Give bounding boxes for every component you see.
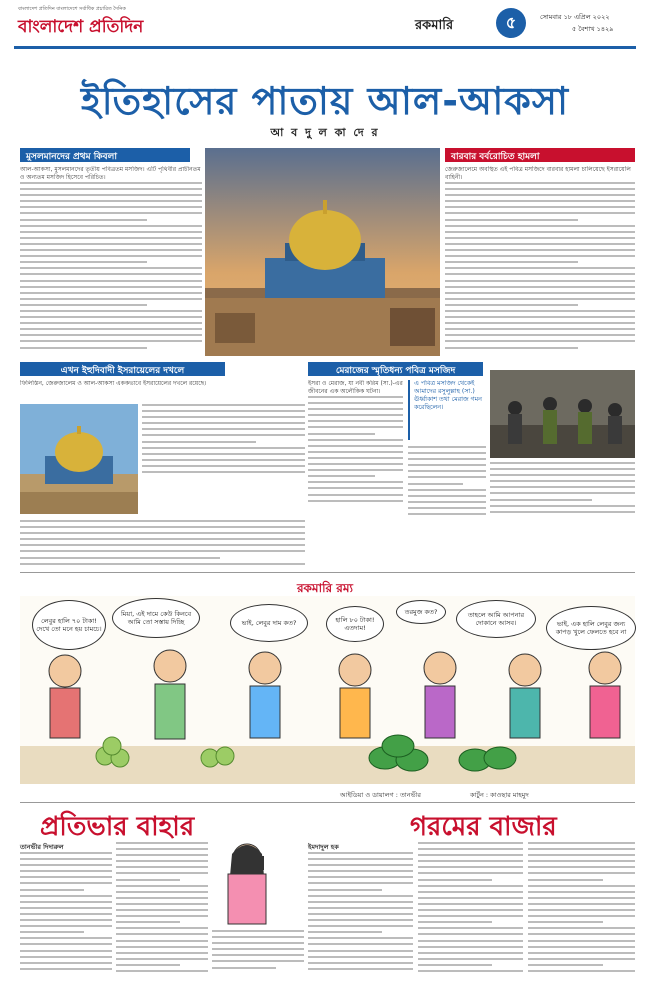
text-line [308, 858, 413, 860]
text-line [445, 304, 578, 306]
text-line [20, 852, 112, 854]
text-line [308, 494, 403, 496]
article-author-summer-market: ইমদাদুল হক [308, 843, 339, 851]
text-line [418, 958, 523, 960]
text-line [20, 280, 202, 282]
text-line [20, 225, 202, 227]
text-line [528, 933, 635, 935]
text-line [308, 937, 413, 939]
text-line [212, 942, 304, 944]
text-line [308, 481, 403, 483]
text-line [445, 340, 635, 342]
text-line [418, 872, 523, 874]
text-line [308, 925, 413, 927]
text-line [445, 310, 635, 312]
text-line [408, 507, 486, 509]
text-line [20, 347, 147, 349]
text-line [116, 970, 208, 972]
text-line [528, 879, 603, 881]
article-lead-repeated-attacks: জেরুজালেমে অবস্থিত এই পবিত্র মসজিদে বারবার হামলা চালিয়েছে ইসরায়েলি বাহিনী। [445, 166, 631, 181]
cartoon-credit-art: কার্টুন : কাওছার মাহমুদ [470, 791, 529, 799]
text-line [308, 852, 413, 854]
article-lead-first-qibla: আল-আকসা, মুসলমানদের তৃতীয় পবিত্রতম মসজিদ। এটি পৃথিবীর প্রাচীনতম ও অন্যতম মসজিদ হিসেবে পরিচিত। [20, 166, 201, 181]
text-line [20, 206, 202, 208]
text-line [20, 520, 305, 522]
text-line [20, 943, 112, 945]
text-lines [116, 842, 208, 972]
text-line [445, 280, 635, 282]
text-line [445, 200, 635, 202]
masthead [0, 0, 650, 66]
article-text-beside-photo [142, 404, 305, 484]
article-text-miraj [308, 380, 403, 520]
article-text-miraj-right [408, 446, 486, 524]
speech-bubble-2: মিয়া, এই দামে কেউ কিনবে আমি তো সস্তায় দিচ্ছি [112, 598, 200, 638]
text-line [528, 897, 635, 899]
section-title-israeli-occupation: এখন ইহুদিবাদী ইসরায়েলের দখলে [20, 362, 225, 376]
text-line [528, 866, 635, 868]
pull-quote [408, 380, 486, 440]
text-line [445, 243, 635, 245]
text-line [308, 439, 403, 441]
text-line [445, 206, 635, 208]
text-line [408, 489, 486, 491]
text-line [20, 864, 112, 866]
cartoon-credit-idea: আইডিয়া ও ডায়ালগ : তানভীর [340, 791, 421, 799]
text-line [445, 237, 635, 239]
text-line [418, 879, 492, 881]
feature-headline[interactable]: ইতিহাসের পাতায় আল-আকসা [80, 79, 570, 123]
text-line [308, 500, 403, 502]
article-text-first-qibla [20, 166, 202, 352]
text-line [418, 964, 492, 966]
text-line [212, 948, 304, 950]
text-line [408, 513, 486, 515]
text-line [445, 188, 635, 190]
text-line [116, 903, 208, 905]
text-lines [212, 930, 304, 969]
article-lead-israeli-occupation: ফিলিস্তিন, জেরুজালেম ও আল-আকসা এককভাবে ইসরায়েলের দখলে রয়েছে। [20, 380, 207, 387]
text-line [308, 414, 403, 416]
text-line [116, 927, 208, 929]
divider [20, 572, 635, 573]
text-line [445, 273, 635, 275]
text-line [20, 286, 202, 288]
text-line [528, 927, 635, 929]
text-line [20, 895, 112, 897]
text-line [490, 480, 635, 482]
text-line [308, 402, 403, 404]
section-title-repeated-attacks: বারবার বর্বরোচিত হামলা [445, 148, 635, 162]
text-line [116, 940, 208, 942]
text-line [20, 950, 112, 952]
text-line [418, 909, 523, 911]
text-line [528, 842, 635, 844]
article-lead-miraj: ইসরা ও মেরাজ, যা নবী করিম (সা.)-এর জীবনের এক অলৌকিক ঘটনা। [308, 380, 403, 395]
text-line [116, 915, 208, 917]
date-line-2: ৫ বৈশাখ ১৪২৯ [572, 25, 614, 33]
text-line [418, 921, 492, 923]
text-line [308, 469, 403, 471]
text-lines [142, 404, 305, 473]
text-line [20, 538, 305, 540]
text-line [418, 891, 523, 893]
text-line [116, 891, 208, 893]
text-line [20, 249, 202, 251]
text-line [308, 426, 403, 428]
text-line [418, 854, 523, 856]
date-line-1: সোমবার ১৮ এপ্রিল ২০২২ [540, 13, 610, 21]
text-line [418, 897, 523, 899]
text-line [308, 420, 403, 422]
text-line [116, 848, 208, 850]
text-line [528, 921, 603, 923]
text-line [20, 304, 147, 306]
text-line [20, 919, 112, 921]
text-line [212, 960, 304, 962]
text-line [528, 915, 635, 917]
masthead-tagline: বাংলাদেশ প্রতিদিন বাংলাদেশে সর্বাধিক প্রচারিত দৈনিক [18, 6, 126, 12]
text-line [418, 933, 523, 935]
text-line [116, 854, 208, 856]
text-line [408, 476, 486, 478]
article-text-miraj-far-right [490, 462, 635, 522]
text-line [20, 316, 202, 318]
text-line [20, 322, 202, 324]
text-line [418, 903, 523, 905]
text-line [308, 876, 413, 878]
text-line [408, 452, 486, 454]
text-line [116, 958, 208, 960]
text-line [20, 231, 202, 233]
text-line [20, 340, 202, 342]
text-line [308, 457, 403, 459]
speech-bubble-1: লেবুর হালি ৭০ টাকা! দেখে তো মনে হয় চামচে। [32, 600, 106, 650]
cartoon-title: রকমারি রম্য [296, 581, 354, 595]
text-line [528, 854, 635, 856]
text-line [20, 219, 147, 221]
text-line [308, 475, 375, 477]
text-line [490, 511, 635, 513]
text-line [142, 404, 305, 406]
text-line [116, 946, 208, 948]
text-line [445, 219, 578, 221]
text-line [142, 416, 305, 418]
text-line [308, 950, 413, 952]
newspaper-logo[interactable]: বাংলাদেশ প্রতিদিন [18, 17, 144, 37]
text-line [308, 901, 413, 903]
text-line [20, 273, 202, 275]
text-line [20, 292, 202, 294]
text-line [142, 441, 256, 443]
page-number: ৫ [496, 8, 526, 38]
text-line [445, 212, 635, 214]
text-line [445, 334, 635, 336]
section-name: রকমারি [415, 18, 454, 33]
text-line [20, 925, 112, 927]
text-line [116, 933, 208, 935]
text-line [308, 445, 403, 447]
speech-bubble-5: তরমুজ কত? [396, 600, 446, 624]
text-lines [490, 462, 635, 513]
text-line [142, 453, 305, 455]
text-line [20, 310, 202, 312]
text-line [142, 422, 305, 424]
text-line [20, 526, 305, 528]
text-line [408, 464, 486, 466]
text-line [418, 866, 523, 868]
text-line [528, 872, 635, 874]
text-line [490, 462, 635, 464]
section-title-first-qibla: মুসলমানদের প্রথম কিবলা [20, 148, 190, 162]
text-lines [20, 520, 305, 565]
text-line [528, 909, 635, 911]
text-line [20, 956, 112, 958]
text-line [20, 182, 202, 184]
text-line [142, 410, 305, 412]
article-text-talent-1 [20, 852, 112, 977]
text-line [20, 544, 305, 546]
text-line [418, 946, 523, 948]
text-line [116, 964, 180, 966]
text-line [308, 396, 403, 398]
text-line [20, 870, 112, 872]
text-line [212, 967, 276, 969]
text-line [418, 940, 523, 942]
text-line [445, 286, 635, 288]
al-aqsa-dome-photo [205, 148, 440, 356]
article-text-repeated-attacks [445, 166, 635, 366]
text-line [418, 927, 523, 929]
clash-photo [490, 370, 635, 458]
text-lines [20, 852, 112, 970]
text-line [142, 459, 305, 461]
text-line [308, 943, 413, 945]
text-line [445, 328, 635, 330]
text-line [490, 499, 592, 501]
feature-byline: আ ব দু ল কা দে র [270, 126, 380, 139]
text-line [20, 550, 305, 552]
text-line [308, 919, 413, 921]
text-line [528, 891, 635, 893]
text-line [20, 931, 84, 933]
text-line [445, 249, 635, 251]
article-title-talent[interactable]: প্রতিভার বাহার [40, 812, 195, 842]
text-line [445, 298, 635, 300]
text-line [528, 860, 635, 862]
text-line [490, 492, 635, 494]
text-line [116, 921, 180, 923]
text-line [20, 901, 112, 903]
text-line [20, 188, 202, 190]
article-text-israeli-occupation-top [20, 380, 305, 400]
text-line [20, 532, 305, 534]
article-text-market-3 [528, 842, 635, 977]
speech-bubble-3: ভাই, লেবুর দাম কত? [230, 604, 308, 642]
text-line [408, 501, 486, 503]
text-line [20, 298, 202, 300]
text-line [142, 471, 305, 473]
text-line [20, 243, 202, 245]
text-line [20, 889, 84, 891]
text-line [20, 328, 202, 330]
text-lines [528, 842, 635, 972]
text-line [308, 907, 413, 909]
text-line [528, 952, 635, 954]
text-line [20, 334, 202, 336]
text-line [490, 486, 635, 488]
text-line [212, 954, 304, 956]
text-line [528, 940, 635, 942]
speech-bubble-6: তাহলে আমি আপনার দোকানে আসব। [456, 600, 536, 638]
dome-of-rock-photo [20, 404, 138, 514]
text-line [20, 267, 202, 269]
text-lines [418, 842, 523, 972]
text-line [408, 495, 486, 497]
article-text-market-1 [308, 852, 413, 977]
illustration-woman-phone [212, 836, 282, 926]
text-line [116, 872, 208, 874]
article-text-market-2 [418, 842, 523, 977]
text-line [528, 848, 635, 850]
text-line [20, 962, 112, 964]
text-line [490, 505, 635, 507]
text-line [20, 194, 202, 196]
text-lines [445, 182, 635, 349]
text-line [116, 952, 208, 954]
text-line [528, 964, 603, 966]
speech-bubble-4: হালি ৮০ টাকা! এতদাম! [326, 606, 384, 642]
text-line [116, 909, 208, 911]
text-line [20, 255, 202, 257]
text-line [445, 225, 635, 227]
text-line [528, 958, 635, 960]
text-line [408, 446, 486, 448]
text-line [20, 261, 147, 263]
section-title-miraj-mosque: মেরাজের স্মৃতিধন্য পবিত্র মসজিদ [308, 362, 483, 376]
article-title-summer-market[interactable]: গরমের বাজার [410, 812, 557, 842]
speech-bubble-7: ভাই, এক হালি লেবুর জন্য কাপড় খুলে ফেলতে হবে না [546, 606, 636, 650]
text-line [116, 879, 180, 881]
text-line [418, 848, 523, 850]
text-line [20, 937, 112, 939]
article-text-israeli-occupation-bottom [20, 520, 305, 570]
article-text-talent-3 [212, 930, 304, 977]
text-line [308, 408, 403, 410]
text-line [528, 885, 635, 887]
text-line [445, 267, 635, 269]
text-line [308, 968, 413, 970]
text-line [116, 897, 208, 899]
text-line [142, 428, 305, 430]
text-line [116, 860, 208, 862]
text-line [116, 842, 208, 844]
text-line [418, 860, 523, 862]
text-line [212, 936, 304, 938]
article-author-talent: তানভীর দিদারুল [20, 843, 64, 851]
text-line [20, 237, 202, 239]
text-line [142, 465, 305, 467]
text-line [308, 463, 403, 465]
text-line [116, 885, 208, 887]
text-line [308, 889, 382, 891]
text-line [418, 915, 523, 917]
text-line [418, 842, 523, 844]
text-line [528, 903, 635, 905]
text-line [408, 458, 486, 460]
text-line [20, 563, 305, 565]
text-line [20, 557, 220, 559]
text-line [445, 231, 635, 233]
text-line [445, 194, 635, 196]
text-line [308, 870, 413, 872]
text-line [418, 885, 523, 887]
text-line [308, 882, 413, 884]
text-line [20, 200, 202, 202]
text-line [116, 866, 208, 868]
text-line [445, 292, 635, 294]
text-line [445, 347, 578, 349]
text-line [528, 946, 635, 948]
text-line [445, 261, 578, 263]
text-line [308, 931, 382, 933]
text-line [20, 907, 112, 909]
text-line [308, 487, 403, 489]
text-line [528, 970, 635, 972]
text-lines [308, 396, 403, 502]
text-line [445, 322, 635, 324]
text-line [445, 182, 635, 184]
pull-quote-text: এ পবিত্র মসজিদ থেকেই আমাদের রসুলুল্লাহ (সা.) ঊর্ধ্বাকাশ তথা মেরাজ গমন করেছিলেন। [414, 380, 482, 411]
text-lines [308, 852, 413, 970]
text-line [20, 882, 112, 884]
text-line [212, 930, 304, 932]
text-line [408, 483, 463, 485]
text-line [142, 434, 305, 436]
masthead-rule [14, 46, 636, 49]
text-line [490, 468, 635, 470]
text-line [20, 968, 112, 970]
text-line [490, 474, 635, 476]
text-line [445, 316, 635, 318]
text-line [20, 212, 202, 214]
text-line [308, 962, 413, 964]
text-line [308, 864, 413, 866]
text-line [408, 470, 486, 472]
text-line [308, 451, 403, 453]
text-line [20, 913, 112, 915]
text-line [445, 255, 635, 257]
text-line [308, 433, 375, 435]
text-line [418, 952, 523, 954]
text-lines [408, 446, 486, 515]
text-line [308, 895, 413, 897]
article-text-talent-2 [116, 842, 208, 977]
text-line [308, 913, 413, 915]
text-line [142, 447, 305, 449]
text-line [20, 876, 112, 878]
text-lines [20, 182, 202, 349]
divider [20, 802, 635, 803]
text-line [20, 858, 112, 860]
text-line [418, 970, 523, 972]
text-line [308, 956, 413, 958]
